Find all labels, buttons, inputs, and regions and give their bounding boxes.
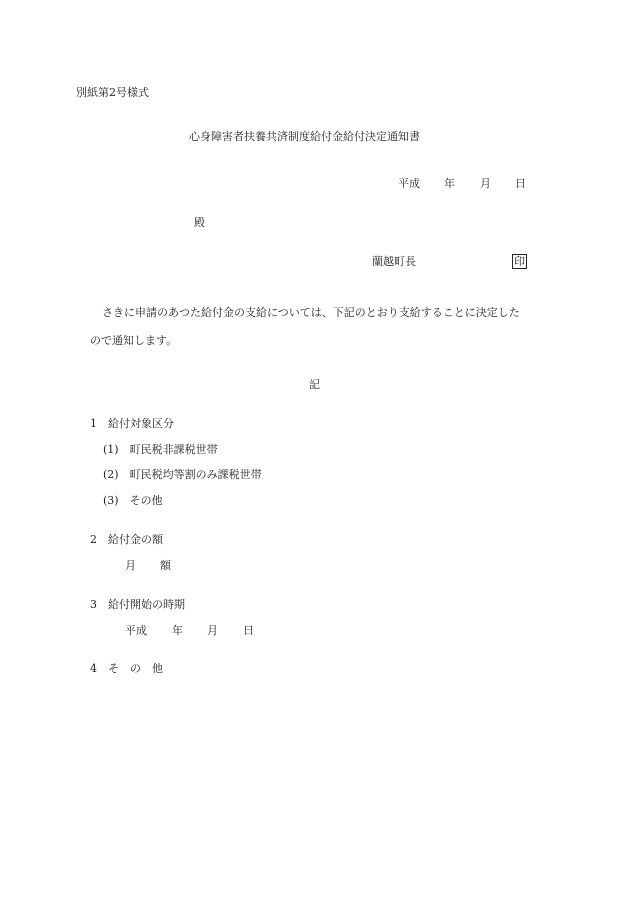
date-day-unit: 日 xyxy=(515,177,526,190)
document-title: 心身障害者扶養共済制度給付金給付決定通知書 xyxy=(189,130,420,143)
section-2-amount: 額 xyxy=(160,559,171,572)
date-year-unit: 年 xyxy=(444,177,455,190)
date-month-unit: 月 xyxy=(480,177,491,190)
section-3-era: 平成 xyxy=(125,624,147,637)
section-4-heading: 4 そ の 他 xyxy=(90,662,163,675)
section-1-item-3: (3) その他 xyxy=(103,494,163,507)
seal-text: 印 xyxy=(514,255,525,268)
seal-mark xyxy=(512,254,527,269)
section-3-month-unit: 月 xyxy=(207,624,218,637)
section-3-year-unit: 年 xyxy=(172,624,183,637)
section-3-heading: 3 給付開始の時期 xyxy=(90,598,185,611)
body-line-1: さきに申請のあつた給付金の支給については、下記のとおり支給することに決定した xyxy=(102,306,520,319)
section-3-day-unit: 日 xyxy=(243,624,254,637)
section-2-heading: 2 給付金の額 xyxy=(90,533,163,546)
body-line-2: ので通知します。 xyxy=(90,334,178,347)
section-1-item-2: (2) 町民税均等割のみ課税世帯 xyxy=(103,468,262,481)
section-1-item-1: (1) 町民税非課税世帯 xyxy=(103,443,218,456)
issuer-name: 蘭越町長 xyxy=(372,255,416,268)
section-2-month: 月 xyxy=(125,559,136,572)
date-era: 平成 xyxy=(398,177,420,190)
ki-label: 記 xyxy=(309,378,320,391)
addressee-suffix: 殿 xyxy=(194,216,205,229)
form-number: 別紙第2号様式 xyxy=(76,86,149,99)
section-1-heading: 1 給付対象区分 xyxy=(90,417,174,430)
